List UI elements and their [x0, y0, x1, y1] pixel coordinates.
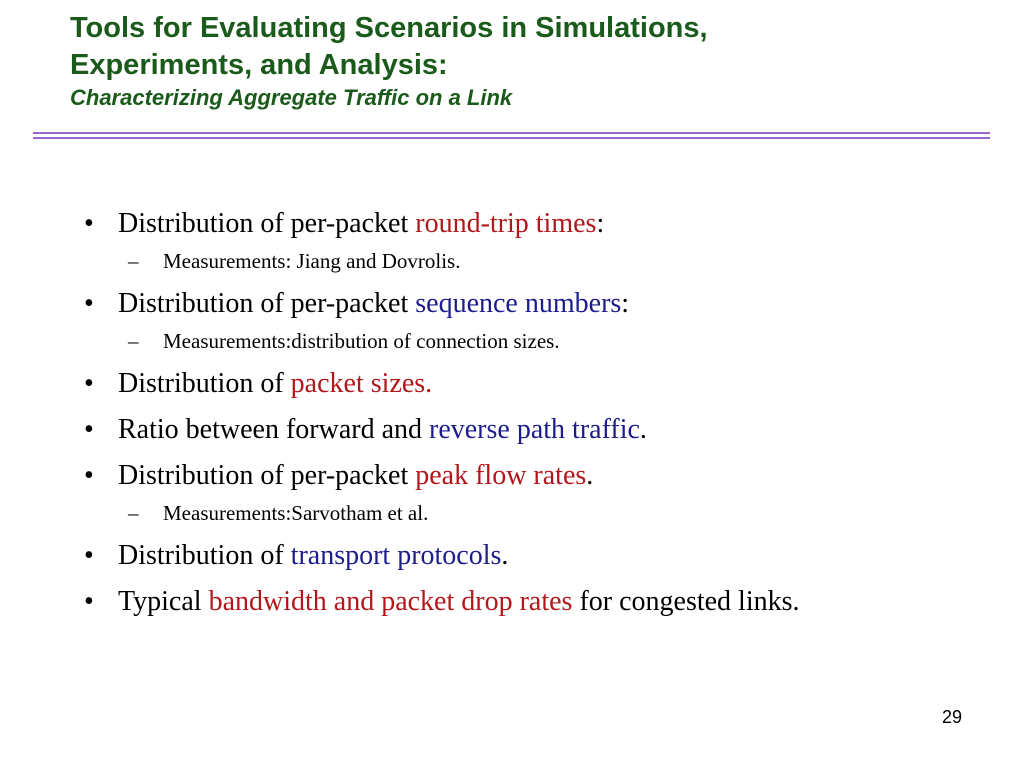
bullet-text: Distribution of per-packet	[118, 460, 416, 491]
sub-bullet-item	[70, 500, 930, 526]
bullet-marker: •	[84, 586, 94, 617]
bullet-text: for congested links.	[572, 586, 800, 617]
title-divider-top	[33, 132, 990, 134]
sub-bullet-item	[70, 248, 930, 274]
bullet-marker: •	[84, 414, 94, 445]
bullet-text: Distribution of per-packet	[118, 288, 416, 319]
bullet-item	[70, 368, 930, 400]
highlight-text: reverse path traffic	[429, 414, 640, 445]
bullet-text: Distribution of	[118, 540, 291, 571]
highlight-text: bandwidth and packet drop rates	[208, 586, 573, 617]
bullet-list	[70, 208, 930, 632]
bullet-text: .	[586, 460, 594, 491]
highlight-text: transport protocols	[290, 540, 502, 571]
sub-bullet-text: Measurements:distribution of connection sizes.	[163, 329, 560, 353]
sub-bullet-text: Measurements: Jiang and Dovrolis.	[163, 249, 461, 273]
slide-title-line-2: Experiments, and Analysis:	[70, 49, 448, 81]
bullet-text: Typical	[118, 586, 209, 617]
highlight-text: sequence numbers	[415, 288, 622, 319]
bullet-item	[70, 208, 930, 240]
highlight-text: round-trip times	[415, 208, 597, 239]
title-divider-bottom	[33, 137, 990, 139]
bullet-text: Distribution of	[118, 368, 291, 399]
sub-bullet-text: Measurements:Sarvotham et al.	[163, 501, 429, 525]
bullet-marker: •	[84, 288, 94, 319]
bullet-text: :	[621, 288, 630, 319]
bullet-marker: •	[84, 208, 94, 239]
bullet-marker: •	[84, 540, 94, 571]
bullet-text: :	[596, 208, 605, 239]
slide-subtitle: Characterizing Aggregate Traffic on a Link	[70, 85, 513, 110]
bullet-text: Ratio between forward and	[118, 414, 429, 445]
bullet-marker: •	[84, 368, 94, 399]
sub-bullet-marker: –	[128, 249, 139, 273]
bullet-item	[70, 460, 930, 492]
bullet-text: Distribution of per-packet	[118, 208, 416, 239]
sub-bullet-item	[70, 328, 930, 354]
bullet-item	[70, 288, 930, 320]
bullet-marker: •	[84, 460, 94, 491]
highlight-text: peak flow rates	[415, 460, 587, 491]
slide-title-line-1: Tools for Evaluating Scenarios in Simulations,	[70, 12, 708, 44]
bullet-item	[70, 586, 930, 618]
sub-bullet-marker: –	[128, 501, 139, 525]
bullet-text: .	[639, 414, 647, 445]
sub-bullet-marker: –	[128, 329, 139, 353]
slide-title-block	[70, 10, 990, 112]
page-number: 29	[941, 707, 962, 727]
bullet-item	[70, 540, 930, 572]
bullet-text: .	[501, 540, 509, 571]
highlight-text: packet sizes.	[290, 368, 433, 399]
bullet-item	[70, 414, 930, 446]
